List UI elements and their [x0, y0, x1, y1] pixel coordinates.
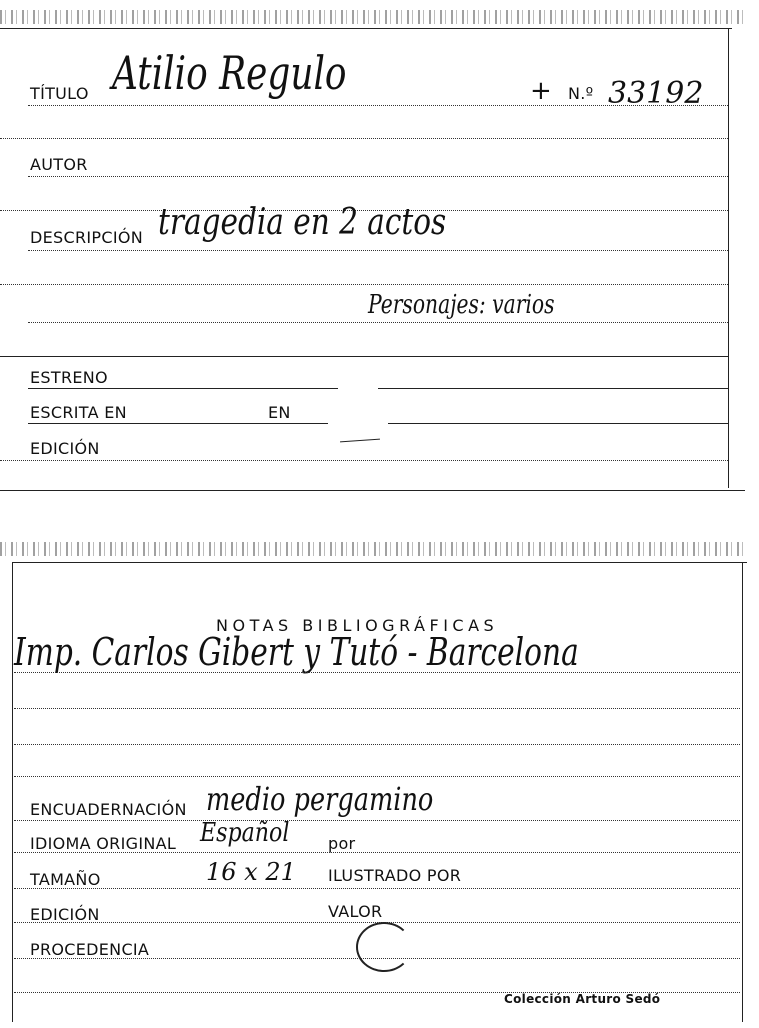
procedencia-line	[14, 958, 740, 959]
rule-8	[0, 356, 728, 357]
notas-line-2	[14, 708, 740, 709]
escrita-line	[28, 423, 328, 424]
descripcion-value: tragedia en 2 actos	[158, 202, 447, 243]
front-card-bottom-border	[0, 490, 745, 491]
rule-2	[0, 138, 728, 139]
front-card-right-border	[728, 28, 729, 488]
escrita-en-label: ESCRITA EN	[30, 403, 127, 422]
front-card-top-edge	[0, 10, 745, 24]
encuadernacion-value: medio pergamino	[206, 780, 434, 818]
front-card	[0, 0, 759, 495]
punch-hole	[356, 922, 412, 972]
edicion-label-front: EDICIÓN	[30, 439, 100, 458]
idioma-value: Español	[200, 818, 290, 848]
autor-label: AUTOR	[30, 155, 88, 174]
encuadernacion-label: ENCUADERNACIÓN	[30, 800, 187, 819]
escrita-line-right	[388, 423, 728, 424]
edicion-label-back: EDICIÓN	[30, 905, 100, 924]
procedencia-label: PROCEDENCIA	[30, 940, 150, 959]
tamano-line	[14, 888, 740, 889]
numero-label: N.º	[568, 84, 594, 103]
titulo-line	[28, 105, 728, 106]
numero-prefix: +	[530, 76, 553, 106]
notas-line-1	[14, 672, 740, 673]
numero-value: 33192	[608, 76, 704, 111]
estreno-line-right	[378, 388, 728, 389]
idioma-label: IDIOMA ORIGINAL	[30, 834, 177, 853]
back-card-top-border	[12, 562, 747, 563]
rule-6	[0, 284, 728, 285]
back-card-left-border	[12, 562, 13, 1022]
personajes-line	[28, 322, 728, 323]
back-card	[0, 530, 759, 1028]
tamano-label: TAMAÑO	[30, 870, 101, 889]
notas-line-4	[14, 776, 740, 777]
por-label: por	[328, 834, 356, 853]
descripcion-line	[28, 250, 728, 251]
edicion-line-front	[0, 460, 728, 461]
ilustrado-label: ILUSTRADO POR	[328, 866, 462, 885]
titulo-value: Atilio Regulo	[112, 46, 347, 100]
tamano-value: 16 x 21	[206, 858, 296, 886]
estreno-line	[28, 388, 338, 389]
encuadernacion-line	[14, 820, 740, 821]
autor-line	[28, 176, 728, 177]
notas-value: Imp. Carlos Gibert y Tutó - Barcelona	[14, 630, 579, 674]
estreno-label: ESTRENO	[30, 368, 108, 387]
back-card-top-edge	[0, 542, 745, 556]
valor-label: VALOR	[328, 902, 383, 921]
en-underline	[340, 439, 380, 443]
back-card-right-border	[742, 562, 743, 1022]
collection-footer: Colección Arturo Sedó	[504, 992, 661, 1006]
descripcion-label: DESCRIPCIÓN	[30, 228, 143, 247]
en-label: EN	[268, 403, 291, 422]
notas-heading: NOTAS BIBLIOGRÁFICAS	[216, 616, 499, 635]
titulo-label: TÍTULO	[30, 84, 89, 103]
front-card-top-border	[0, 28, 732, 29]
idioma-line	[14, 852, 740, 853]
personajes-value: Personajes: varios	[368, 290, 555, 320]
notas-line-3	[14, 744, 740, 745]
